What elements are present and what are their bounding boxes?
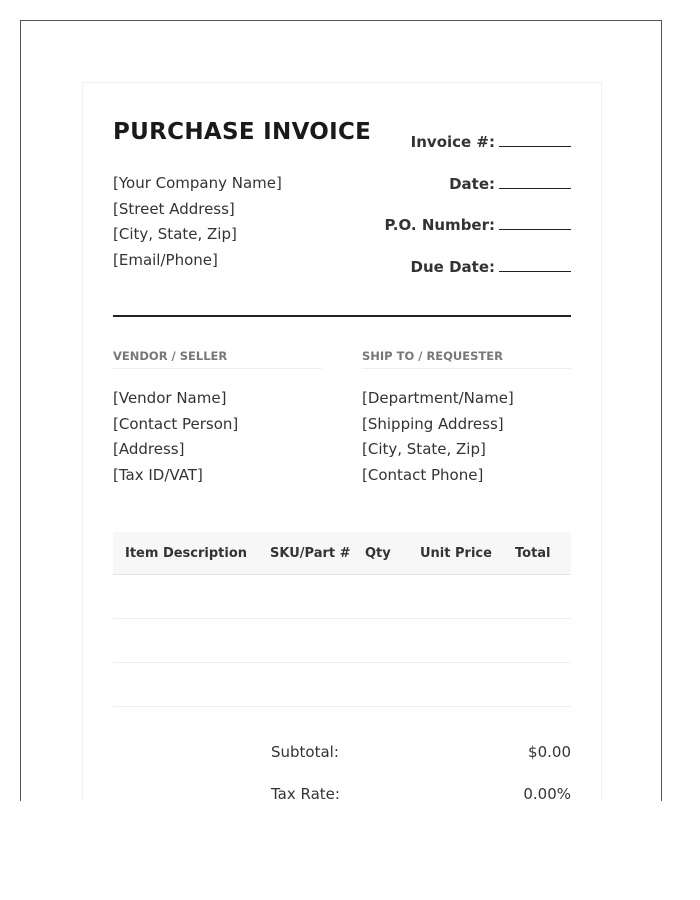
po-number-label: P.O. Number: [384,216,495,234]
date-row [311,174,571,216]
shipto-heading: SHIP TO / REQUESTER [362,349,571,369]
vendor-tax-id: [Tax ID/VAT] [113,465,203,484]
col-sku: SKU/Part # [270,532,365,575]
due-date-label: Due Date: [410,257,495,276]
shipto-address: [Shipping Address] [362,414,504,433]
invoice-sheet [82,82,602,801]
date-field[interactable] [499,174,571,189]
table-row[interactable] [113,619,571,663]
shipto-city: [City, State, Zip] [362,440,486,458]
invoice-number-field[interactable] [499,132,571,147]
tax-rate-label: Tax Rate: [271,785,340,801]
po-number-row [311,215,571,257]
header-divider [113,315,571,317]
shipto-block [362,386,514,488]
vendor-heading: VENDOR / SELLER [113,349,322,369]
company-name: [Your Company Name] [113,174,282,192]
tax-rate-row [271,785,571,801]
col-item-description: Item Description [113,532,270,575]
items-header-row [113,532,571,575]
table-row[interactable] [113,575,571,619]
invoice-number-label: Invoice #: [410,133,495,151]
invoice-number-row [311,132,571,174]
invoice-title: PURCHASE INVOICE [113,119,372,145]
company-city: [City, State, Zip] [113,225,237,243]
subtotal-row [271,743,571,785]
po-number-field[interactable] [499,215,571,230]
table-row[interactable] [113,663,571,707]
invoice-meta [311,132,571,298]
vendor-contact-person: [Contact Person] [113,414,239,433]
due-date-row [311,257,571,299]
vendor-name: [Vendor Name] [113,389,227,407]
col-unit-price: Unit Price [420,532,515,575]
subtotal-label: Subtotal: [271,743,339,761]
subtotal-value: $0.00 [528,743,571,761]
col-qty: Qty [365,532,420,575]
company-block [113,171,282,273]
shipto-phone: [Contact Phone] [362,465,484,484]
col-total: Total [515,532,571,575]
document-frame [20,20,662,801]
date-label: Date: [449,174,495,193]
due-date-field[interactable] [499,257,571,272]
shipto-department: [Department/Name] [362,389,514,407]
vendor-block [113,386,238,488]
company-street: [Street Address] [113,199,235,218]
items-table [113,532,571,707]
tax-rate-value: 0.00% [523,785,571,801]
company-contact: [Email/Phone] [113,250,218,269]
totals-block [271,743,571,801]
vendor-address: [Address] [113,440,185,458]
